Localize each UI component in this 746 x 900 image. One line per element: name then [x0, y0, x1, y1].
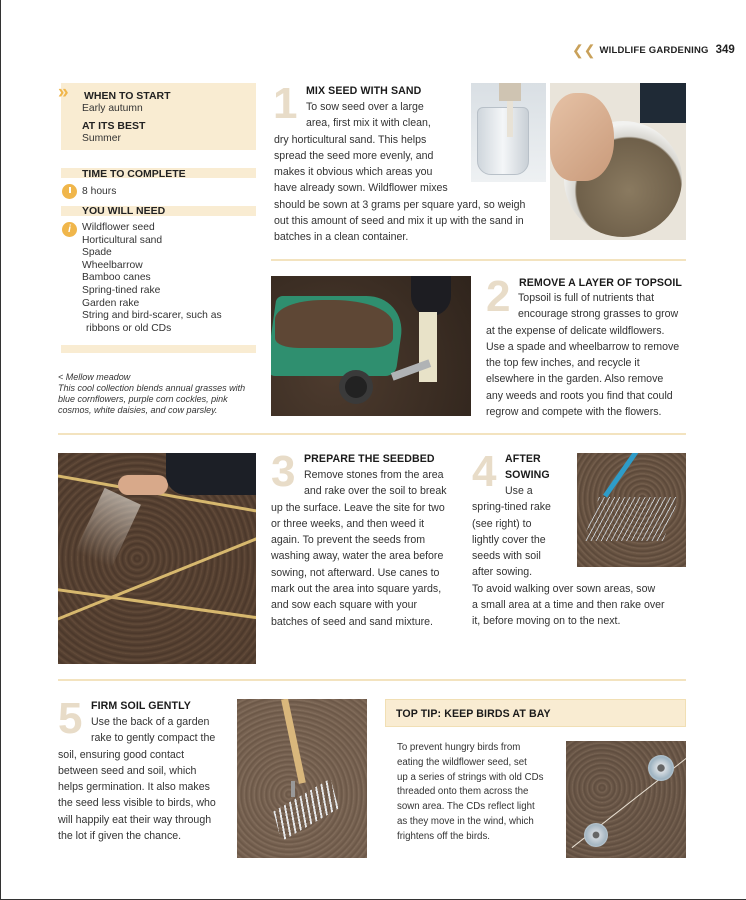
body-line: (see right) to: [472, 517, 532, 530]
body-line: Topsoil is full of nutrients that: [518, 292, 655, 304]
caption-line: blue cornflowers, purple corn cockles, pink: [58, 394, 228, 404]
body-line: encourage strong grasses to grow: [518, 308, 679, 321]
body-line: between seed and soil, which: [58, 764, 197, 777]
body-line: should be sown at 3 grams per square yard, so weigh: [274, 198, 526, 211]
body-line: soil, ensuring good contact: [58, 748, 185, 761]
step-body: [486, 290, 686, 420]
sidebar-divider: [61, 345, 256, 353]
step-title: FIRM SOIL GENTLY: [91, 700, 191, 712]
at-its-best-value: Summer: [82, 133, 121, 144]
clock-icon: [62, 184, 77, 199]
body-line: dry horticultural sand. This helps: [274, 133, 427, 146]
body-line: after sowing.: [472, 566, 533, 579]
body-line: sowing, not afterward. Use canes to: [271, 566, 440, 579]
step-title: REMOVE A LAYER OF TOPSOIL: [519, 277, 682, 289]
step-title-line1: AFTER: [505, 453, 541, 465]
body-line: Use a spade and wheelbarrow to remove: [486, 340, 680, 353]
photo-caption: [58, 372, 245, 416]
body-line: any weeds and roots you find that could: [486, 389, 673, 402]
body-line: spring-tined rake: [472, 501, 551, 514]
step-body: [58, 714, 233, 844]
need-label: YOU WILL NEED: [82, 205, 166, 217]
body-line: To prevent hungry birds from: [397, 742, 521, 753]
body-line: seeds with soil: [472, 550, 541, 563]
body-line: regrow and compete with the flowers.: [486, 406, 662, 419]
body-line: or three weeks, and then weed it: [271, 517, 425, 530]
top-tip-body: [397, 741, 543, 845]
body-line: threaded onto them across the: [397, 786, 529, 798]
step-number: 5: [58, 694, 83, 743]
section-title: WILDLIFE GARDENING: [599, 44, 709, 56]
step-title-line2: SOWING: [505, 469, 550, 481]
need-item: String and bird-scarer, such as: [82, 310, 222, 322]
time-label: TIME TO COMPLETE: [82, 168, 186, 180]
double-chevron-left-icon: ❮❮: [572, 41, 596, 58]
body-line: as they move in the wind, which: [397, 815, 534, 827]
time-value: 8 hours: [82, 186, 117, 197]
body-line: up the surface. Leave the site for two: [271, 501, 445, 514]
section-rule: [58, 679, 686, 681]
body-line: spread the seed more evenly, and: [274, 149, 434, 162]
body-line: eating the wildflower seed, set: [397, 756, 527, 768]
step-title: MIX SEED WITH SAND: [306, 85, 422, 97]
body-line: at the expense of delicate wildflowers.: [486, 324, 665, 337]
body-line: again. To prevent the seeds from: [271, 534, 426, 547]
section-rule: [271, 259, 686, 261]
body-line: have already sown. Wildflower mixes: [274, 182, 448, 195]
section-rule: [58, 433, 686, 435]
need-item: Spring-tined rake: [82, 284, 161, 296]
info-icon: i: [62, 222, 77, 237]
photo-mixing-sand: [550, 83, 686, 240]
body-line: batches of seed and sand mixture.: [271, 615, 433, 628]
body-line: up a series of strings with old CDs: [397, 771, 544, 783]
body-line: batches in a clean container.: [274, 231, 409, 244]
caption-title: < Mellow meadow: [58, 372, 131, 382]
body-line: helps germination. It also makes: [58, 781, 210, 794]
need-item: ribbons or old CDs: [86, 322, 172, 334]
caption-line: This cool collection blends annual grasses with: [58, 383, 246, 393]
body-line: the top few inches, and recycle it: [486, 357, 640, 370]
body-line: mark out the area into square yards,: [271, 583, 442, 596]
when-to-start-value: Early autumn: [82, 103, 143, 114]
top-tip-title: TOP TIP: KEEP BIRDS AT BAY: [396, 708, 551, 720]
step-title: PREPARE THE SEEDBED: [304, 453, 435, 465]
need-item: Wildflower seed: [82, 222, 155, 233]
step-number: 4: [472, 447, 497, 496]
body-line: it, before moving on to the next.: [472, 615, 621, 628]
body-line: the seed less visible to birds, who: [58, 797, 216, 810]
caption-line: cosmos, white daisies, and cow parsley.: [58, 405, 218, 415]
step-body: [271, 467, 461, 630]
need-item: Spade: [82, 247, 112, 259]
need-item: Garden rake: [82, 297, 140, 309]
page-header: [572, 42, 735, 58]
photo-cd-scarers: [566, 741, 686, 858]
at-its-best-label: AT ITS BEST: [82, 120, 146, 132]
body-line: lightly cover the: [472, 533, 546, 546]
body-line: out this amount of seed and mix it up with the sand in: [274, 215, 524, 228]
body-line: and sow each square with your: [271, 599, 418, 612]
body-line: To sow seed over a large: [306, 101, 424, 113]
body-line: rake to gently compact the: [91, 732, 216, 745]
body-line: and rake over the soil to break: [304, 485, 447, 498]
step-number: 3: [271, 447, 296, 496]
body-line: area, first mix it with clean,: [306, 117, 431, 130]
body-line: sown area. The CDs reflect light: [397, 801, 535, 813]
body-line: elsewhere in the garden. Also remove: [486, 373, 664, 386]
photo-garden-rake: [237, 699, 367, 858]
need-list: [82, 222, 222, 335]
body-line: will happily eat their way through: [58, 813, 212, 826]
body-line: Use the back of a garden: [91, 716, 210, 728]
body-line: makes it obvious which areas you: [274, 166, 433, 179]
step-number: 1: [273, 79, 298, 128]
photo-pouring-seed: [471, 83, 546, 182]
body-line: To avoid walking over sown areas, sow: [472, 582, 656, 595]
double-chevron-right-icon: »: [58, 82, 66, 103]
when-to-start-label: WHEN TO START: [84, 90, 171, 102]
body-line: Remove stones from the area: [304, 469, 444, 481]
page-number: 349: [715, 44, 735, 56]
need-item: Wheelbarrow: [82, 259, 143, 271]
body-line: washing away, water the area before: [271, 550, 444, 563]
body-line: frightens off the birds.: [397, 830, 490, 842]
step-number: 2: [486, 272, 511, 321]
body-line: Use a: [505, 485, 533, 497]
photo-sowing-squares: [58, 453, 256, 664]
photo-wheelbarrow: [271, 276, 471, 416]
photo-spring-rake: [577, 453, 686, 567]
body-line: the lot if given the chance.: [58, 830, 182, 843]
body-line: a small area at a time and then rake over: [472, 599, 665, 612]
need-item: Horticultural sand: [82, 234, 163, 246]
need-item: Bamboo canes: [82, 272, 151, 284]
